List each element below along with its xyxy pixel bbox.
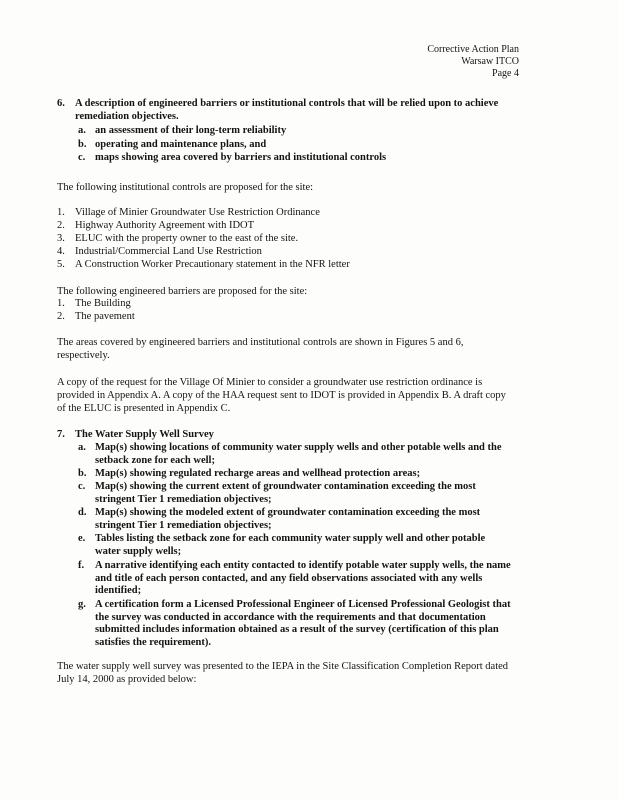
item-letter: g. [78,599,86,610]
item-number: 2. [57,220,65,231]
item-text: Tables listing the setback zone for each community water supply well and other potable water supply wells; [95,533,486,557]
item-text: Map(s) showing locations of community water supply wells and other potable wells and the setback zone for each well; [95,442,502,466]
item-number: 3. [57,233,65,244]
item-text: The Building [75,298,131,309]
item-text: The pavement [75,311,135,322]
header-line-1: Corrective Action Plan [427,44,519,55]
section-7-heading: The Water Supply Well Survey [75,429,214,440]
item-number: 1. [57,207,65,218]
item-text: Village of Minier Groundwater Use Restriction Ordinance [75,207,320,218]
item-text: A narrative identifying each entity contacted to identify potable water supply wells, the name and title of each person contacted, and any field observations associated with any wells identified; [95,560,511,596]
item-text: Highway Authority Agreement with IDOT [75,220,255,231]
item-letter: b. [78,468,87,479]
institutional-item [57,246,262,257]
item-text: Map(s) showing the current extent of groundwater contamination exceeding the most stringent Tier 1 remediation objectives; [95,481,476,505]
copy-paragraph: A copy of the request for the Village Of Minier to consider a groundwater use restriction ordinance is provided in Appendix A. A copy of the HAA request sent to IDOT is provided in Appendix B. A draft copy of the ELUC is presented in Appendix C. [57,377,506,414]
item-text: A certification form a Licensed Professional Engineer of Licensed Professional Geologist that the survey was conducted in accordance with the requirements and that documentation submitted includes information obtained as a result of the survey (certification of this plan satisfies the requirement). [95,599,511,648]
item-letter: a. [78,125,86,136]
engineered-item [57,298,131,309]
item-letter: f. [78,560,85,571]
item-text: maps showing area covered by barriers and institutional controls [95,152,387,163]
institutional-item [57,220,254,231]
item-text: Map(s) showing regulated recharge areas and wellhead protection areas; [95,468,421,479]
item-letter: c. [78,152,86,163]
item-number: 2. [57,311,65,322]
item-number: 4. [57,246,65,257]
header-line-3: Page 4 [492,68,519,79]
item-letter: a. [78,442,86,453]
item-text: Industrial/Commercial Land Use Restriction [75,246,262,257]
item-text: ELUC with the property owner to the east of the site. [75,233,299,244]
item-letter: e. [78,533,86,544]
section-7-number: 7. [57,429,65,440]
item-text: an assessment of their long-term reliability [95,125,287,136]
engineered-intro: The following engineered barriers are proposed for the site: [57,286,308,297]
survey-paragraph: The water supply well survey was presented to the IEPA in the Site Classification Completion Report dated July 14, 2000 as provided below: [57,661,509,685]
section-6-heading: A description of engineered barriers or institutional controls that will be relied upon to achieve remediation objectives. [75,98,499,122]
item-text: Map(s) showing the modeled extent of groundwater contamination exceeding the most stringent Tier 1 remediation objectives; [95,507,481,531]
item-text: A Construction Worker Precautionary statement in the NFR letter [75,259,350,270]
item-letter: c. [78,481,86,492]
item-letter: b. [78,139,87,150]
header-line-2: Warsaw ITCO [461,56,519,67]
areas-paragraph: The areas covered by engineered barriers and institutional controls are shown in Figures 5 and 6, respectively. [57,337,464,361]
institutional-item [57,207,320,218]
section-6-number: 6. [57,98,65,109]
institutional-item [57,259,350,270]
item-text: operating and maintenance plans, and [95,139,267,150]
institutional-intro: The following institutional controls are proposed for the site: [57,182,314,193]
institutional-item [57,233,298,244]
engineered-item [57,311,135,322]
page-header [427,44,519,80]
item-letter: d. [78,507,87,518]
item-number: 5. [57,259,65,270]
item-number: 1. [57,298,65,309]
